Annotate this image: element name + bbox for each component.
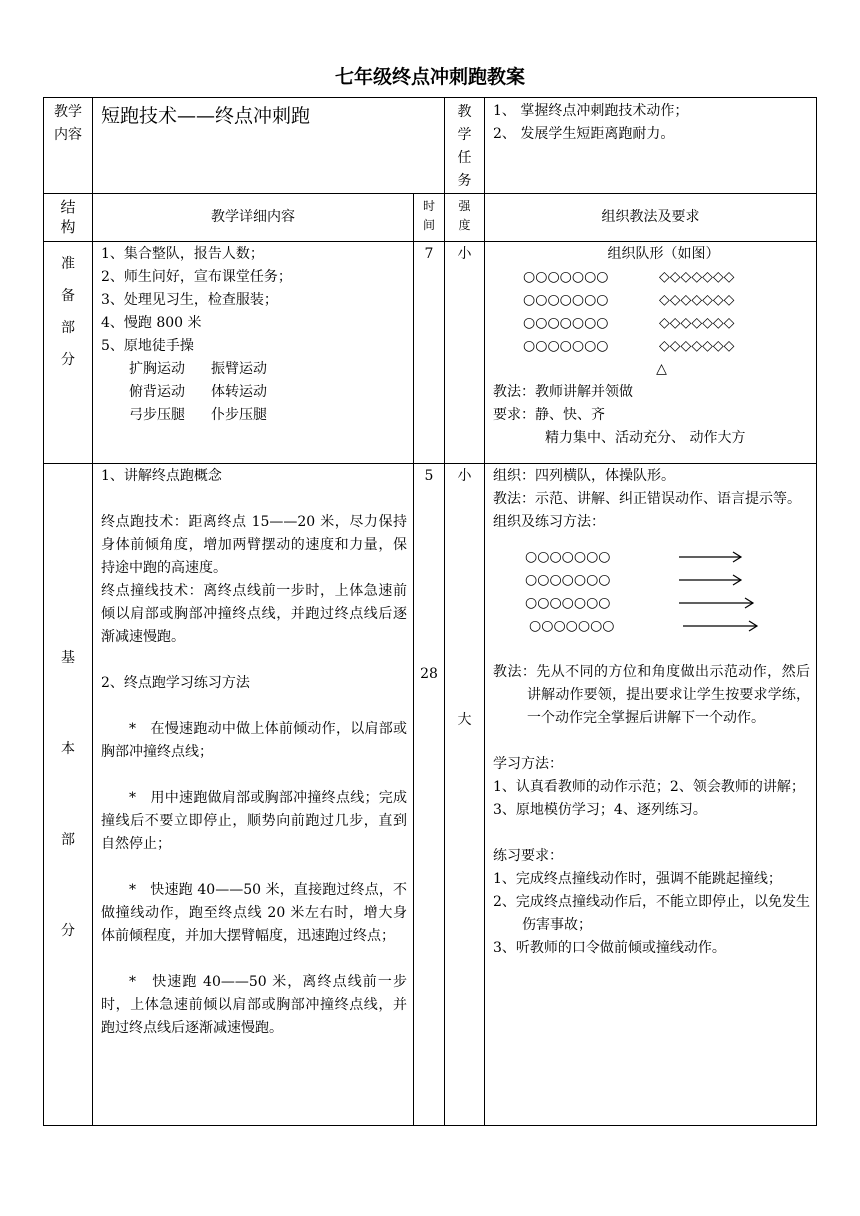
learn-title: 学习方法：: [493, 756, 564, 772]
prep-requirement-detail: 精力集中、活动充分、 动作大方: [545, 430, 746, 446]
requirement-item: 3、听教师的口令做前倾或撞线动作。: [493, 940, 726, 956]
time-header: [414, 194, 445, 242]
detail-header: 教学详细内容: [93, 194, 414, 242]
practice-step: * 快速跑 40——50 米，直接跑过终点，不做撞线动作，跑至终点线 20 米左右时，增大身体前倾程度，并加大摆臂幅度，迅速跑过终点；: [101, 882, 407, 944]
formation-diamonds: ◇◇◇◇◇◇◇: [659, 269, 735, 285]
main-content: [93, 464, 414, 1126]
practice-step: * 在慢速跑动中做上体前倾动作，以肩部或胸部冲撞终点线；: [101, 721, 407, 760]
exercise: 振臂运动: [211, 361, 267, 377]
main-label: [44, 464, 93, 1126]
prep-label-char: 备: [61, 288, 75, 304]
main-time-2: 28: [420, 666, 438, 682]
main-intensity-1: 小: [457, 468, 472, 484]
task-label: [445, 98, 485, 194]
task-list: [485, 98, 817, 194]
prep-requirement: 要求：静、快、齐: [493, 407, 606, 423]
prep-teaching-method: 教法：教师讲解并领做: [493, 384, 634, 400]
practice-circles: ○○○○○○○: [529, 618, 615, 634]
intensity-char: 强: [458, 199, 471, 213]
prep-intensity: 小: [445, 242, 485, 464]
main-organization: 组织：四列横队，体操队形。: [493, 468, 676, 484]
exercise-line: [101, 381, 407, 404]
exercise-line: [101, 358, 407, 381]
formation-diamonds: ◇◇◇◇◇◇◇: [659, 292, 735, 308]
main-label-char: 本: [61, 740, 75, 757]
formation-row: [493, 335, 810, 358]
method-header: 组织教法及要求: [485, 194, 817, 242]
prep-content: [93, 242, 414, 464]
task-item: 2、 发展学生短距离跑耐力。: [493, 126, 675, 142]
exercise: 体转运动: [211, 384, 267, 400]
prep-time: 7: [414, 242, 445, 464]
main-point: 1、讲解终点跑概念: [101, 468, 222, 484]
main-intensity-2: 大: [457, 712, 472, 728]
main-point: 2、终点跑学习练习方法: [101, 675, 250, 691]
formation-circles: ○○○○○○○: [523, 338, 609, 354]
task-label-char: 学: [457, 127, 472, 143]
formation-circles: ○○○○○○○: [523, 292, 609, 308]
main-intensity: [445, 464, 485, 1126]
main-method: [485, 464, 817, 1126]
content-label-line: 教学: [54, 104, 82, 120]
content-label-line: 内容: [54, 127, 82, 143]
arrow-right-icon: [679, 574, 743, 586]
learn-item: 1、认真看教师的动作示范；2、领会教师的讲解；: [493, 779, 805, 795]
formation-circles: ○○○○○○○: [523, 315, 609, 331]
main-teaching-method: 教法：示范、讲解、纠正错误动作、语言提示等。: [493, 491, 802, 507]
prep-label-char: 分: [61, 352, 75, 368]
arrow-right-icon: [679, 551, 743, 563]
main-label-char: 基: [61, 649, 75, 666]
prep-label-char: 准: [61, 256, 75, 272]
main-row: [44, 464, 817, 1126]
time-char: 时: [423, 199, 436, 213]
exercise: 扩胸运动: [129, 361, 185, 377]
prep-item: 1、集合整队，报告人数；: [101, 246, 264, 262]
formation-circles: ○○○○○○○: [523, 269, 609, 285]
exercise: 弓步压腿: [129, 407, 185, 423]
structure-char: 构: [60, 218, 76, 236]
practice-circles: ○○○○○○○: [525, 549, 611, 565]
column-header-row: [44, 194, 817, 242]
intensity-char: 度: [458, 218, 471, 232]
main-time: [414, 464, 445, 1126]
prep-item: 3、处理见习生，检查服装；: [101, 292, 278, 308]
practice-title: 组织及练习方法：: [493, 514, 606, 530]
learn-item: 3、原地模仿学习；4、逐列练习。: [493, 802, 707, 818]
formation-diamonds: ◇◇◇◇◇◇◇: [659, 338, 735, 354]
intensity-header: [445, 194, 485, 242]
main-paragraph: 终点跑技术：距离终点 15——20 米，尽力保持身体前倾角度，增加两臂摆动的速度和力量，保持途中跑的高速度。: [101, 514, 407, 576]
task-label-char: 任: [457, 150, 472, 166]
main-label-char: 部: [61, 831, 75, 848]
formation-row: [493, 312, 810, 335]
practice-row: [493, 569, 810, 592]
time-char: 间: [423, 218, 436, 232]
practice-circles: ○○○○○○○: [525, 595, 611, 611]
lesson-plan-table: [43, 97, 817, 1126]
practice-row: [493, 546, 810, 569]
structure-char: 结: [60, 198, 76, 216]
practice-step: * 用中速跑做肩部或胸部冲撞终点线；完成撞线后不要立即停止，顺势向前跑过几步，直到自然停止；: [101, 790, 407, 852]
arrow-right-icon: [679, 597, 755, 609]
exercise: 俯背运动: [129, 384, 185, 400]
prep-label-char: 部: [61, 320, 75, 336]
page-title: 七年级终点冲刺跑教案: [334, 66, 525, 88]
formation-row: [493, 266, 810, 289]
task-label-char: 教: [457, 104, 472, 120]
structure-header: [44, 194, 93, 242]
exercise-line: [101, 404, 407, 427]
main-paragraph: 终点撞线技术：离终点线前一步时，上体急速前倾以肩部或胸部冲撞终点线，并跑过终点线后逐渐减速慢跑。: [101, 583, 407, 645]
content-label: [44, 98, 93, 194]
exercise: 仆步压腿: [211, 407, 267, 423]
prep-item: 4、慢跑 800 米: [101, 315, 202, 331]
task-item: 1、 掌握终点冲刺跑技术动作；: [493, 103, 689, 119]
teacher-triangle-icon: △: [656, 361, 667, 377]
requirement-item: 1、完成终点撞线动作时，强调不能跳起撞线；: [493, 871, 782, 887]
requirement-title: 练习要求：: [493, 848, 564, 864]
prep-row: [44, 242, 817, 464]
formation-diamonds: ◇◇◇◇◇◇◇: [659, 315, 735, 331]
main-teaching-method-detail: 教法：先从不同的方位和角度做出示范动作，然后讲解动作要领，提出要求让学生按要求学练，一个动作完全掌握后讲解下一个动作。: [493, 664, 811, 726]
practice-row: [493, 592, 810, 615]
requirement-item: 2、完成终点撞线动作后，不能立即停止，以免发生伤害事故；: [493, 894, 811, 933]
prep-method: [485, 242, 817, 464]
formation-row: [493, 289, 810, 312]
prep-label: [44, 242, 93, 464]
content-value: 短跑技术——终点冲刺跑: [93, 98, 445, 194]
prep-item: 2、师生问好，宣布课堂任务；: [101, 269, 292, 285]
practice-circles: ○○○○○○○: [525, 572, 611, 588]
task-label-char: 务: [457, 173, 472, 189]
header-row: [44, 98, 817, 194]
prep-item: 5、原地徒手操: [101, 338, 194, 354]
org-title: 组织队形（如图）: [607, 246, 720, 262]
arrow-right-icon: [683, 620, 759, 632]
main-time-1: 5: [424, 468, 434, 484]
practice-row: [493, 615, 810, 638]
practice-step: * 快速跑 40——50 米，离终点线前一步时，上体急速前倾以肩部或胸部冲撞终点线，并跑过终点线后逐渐减速慢跑。: [101, 974, 407, 1036]
main-label-char: 分: [61, 922, 75, 939]
